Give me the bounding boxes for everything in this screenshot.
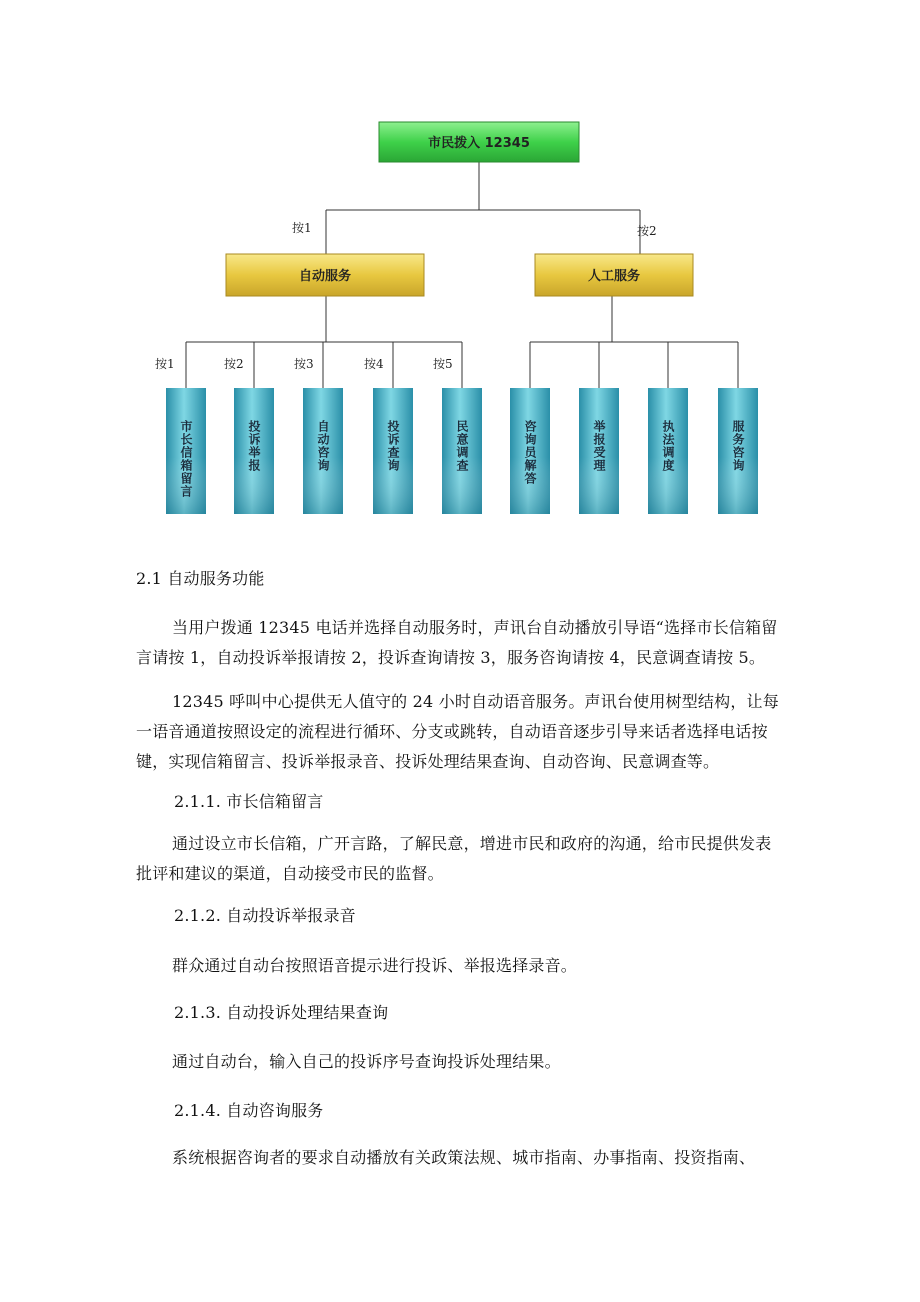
paragraph-call-center: 12345 呼叫中心提供无人值守的 24 小时自动语音服务。声讯台使用树型结构，让每一语音通道按照设定的流程进行循环、分支或跳转，自动语音逐步引导来话者选择电话按键，实现信箱留言、投诉举报录音、投诉处理结果查询、自动咨询、民意调查等。	[136, 692, 779, 771]
leaf-label-2: 投诉举报	[247, 420, 261, 472]
branch-press-2: 按2	[637, 224, 657, 238]
auto-service-label: 自动服务	[298, 269, 352, 284]
section-heading-2-1: 2.1 自动服务功能	[136, 569, 265, 588]
leaf-press-4: 按4	[364, 357, 384, 371]
leaf-label-9: 服务咨询	[731, 420, 745, 472]
section-heading-2-1-2: 2.1.2. 自动投诉举报录音	[174, 906, 356, 925]
leaf-label-7: 举报受理	[592, 420, 606, 472]
paragraph-mayor-mailbox: 通过设立市长信箱，广开言路，了解民意，增进市民和政府的沟通，给市民提供发表批评和建议的渠道，自动接受市民的监督。	[136, 834, 772, 883]
section-heading-2-1-4: 2.1.4. 自动咨询服务	[174, 1101, 324, 1120]
paragraph-complaint-query: 通过自动台，输入自己的投诉序号查询投诉处理结果。	[172, 1052, 561, 1071]
leaf-label-6: 咨询员解答	[523, 420, 537, 485]
paragraph-complaint-recording: 群众通过自动台按照语音提示进行投诉、举报选择录音。	[172, 956, 578, 975]
call-flow-diagram	[0, 0, 920, 560]
leaf-label-3: 自动咨询	[316, 420, 330, 472]
leaf-press-5: 按5	[433, 357, 453, 371]
branch-press-1: 按1	[292, 221, 312, 235]
leaf-press-3: 按3	[294, 357, 314, 371]
paragraph-auto-consult: 系统根据咨询者的要求自动播放有关政策法规、城市指南、办事指南、投资指南、	[172, 1148, 756, 1167]
root-label: 市民拨入 12345	[428, 136, 530, 151]
leaf-press-1: 按1	[155, 357, 175, 371]
paragraph-auto-service-intro: 当用户拨通 12345 电话并选择自动服务时，声讯台自动播放引导语“选择市长信箱留言请按 1，自动投诉举报请按 2，投诉查询请按 3，服务咨询请按 4，民意调查请按 5。	[136, 618, 778, 667]
leaf-label-5: 民意调查	[455, 420, 469, 472]
section-heading-2-1-3: 2.1.3. 自动投诉处理结果查询	[174, 1003, 389, 1022]
leaf-label-8: 执法调度	[661, 420, 675, 472]
leaf-label-4: 投诉查询	[386, 420, 400, 472]
section-heading-2-1-1: 2.1.1. 市长信箱留言	[174, 792, 324, 811]
leaf-press-2: 按2	[224, 357, 244, 371]
manual-service-label: 人工服务	[587, 269, 641, 284]
leaf-label-1: 市长信箱留言	[179, 420, 193, 498]
